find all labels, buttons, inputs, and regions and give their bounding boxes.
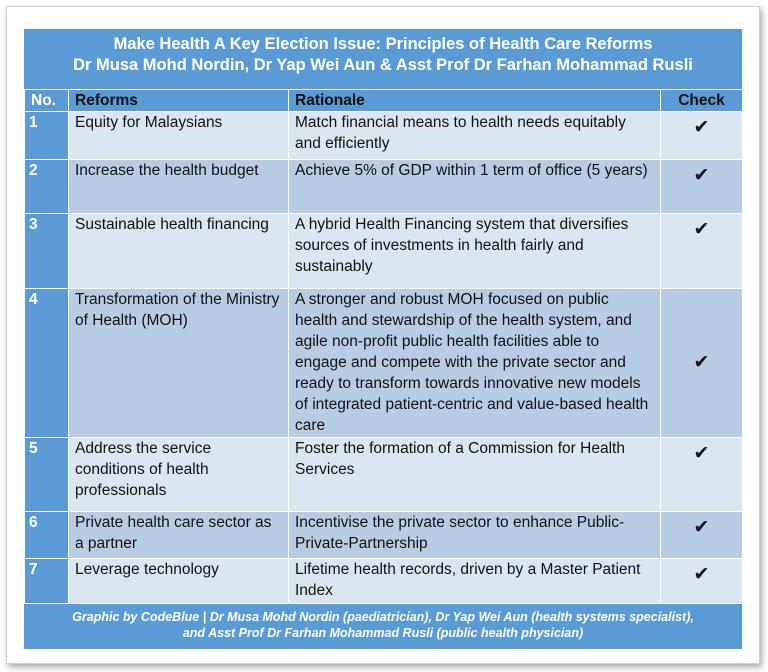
table-row xyxy=(25,289,743,438)
row-number: 2 xyxy=(25,160,69,214)
checkmark-icon: ✔ xyxy=(661,559,743,604)
header-check: Check xyxy=(661,90,743,112)
rationale-cell: A stronger and robust MOH focused on public health and stewardship of the health system, and agile non-profit public health facilities able to engage and compete with the private sector and ready to transform towards innovative new models of integrated patient-centric and value-based health care xyxy=(289,289,661,438)
reform-cell: Transformation of the Ministry of Health (MOH) xyxy=(69,289,289,438)
rationale-cell: Match financial means to health needs equitably and efficiently xyxy=(289,112,661,160)
footer-line-2: and Asst Prof Dr Farhan Mohammad Rusli (public health physician) xyxy=(182,626,584,640)
reform-cell: Sustainable health financing xyxy=(69,214,289,289)
table-header-row xyxy=(25,90,743,112)
checkmark-icon: ✔ xyxy=(661,112,743,160)
table-row xyxy=(25,112,743,160)
footer-line-1: Graphic by CodeBlue | Dr Musa Mohd Nordin (paediatrician), Dr Yap Wei Aun (health systems specialist), xyxy=(72,610,694,624)
row-number: 5 xyxy=(25,438,69,512)
rationale-cell: Foster the formation of a Commission for Health Services xyxy=(289,438,661,512)
checkmark-icon: ✔ xyxy=(661,438,743,512)
checkmark-icon: ✔ xyxy=(661,214,743,289)
title-line-2: Dr Musa Mohd Nordin, Dr Yap Wei Aun & Asst Prof Dr Farhan Mohammad Rusli xyxy=(73,56,693,74)
rationale-cell: Lifetime health records, driven by a Master Patient Index xyxy=(289,559,661,604)
table-row xyxy=(25,512,743,559)
table-row xyxy=(25,160,743,214)
table-row xyxy=(25,559,743,604)
rationale-cell: A hybrid Health Financing system that diversifies sources of investments in health fairly and sustainably xyxy=(289,214,661,289)
infographic-card xyxy=(6,6,760,664)
row-number: 7 xyxy=(25,559,69,604)
row-number: 6 xyxy=(25,512,69,559)
header-no: No. xyxy=(25,90,69,112)
infographic-panel xyxy=(24,29,742,649)
footer-credits xyxy=(24,601,742,649)
reform-cell: Increase the health budget xyxy=(69,160,289,214)
reforms-table xyxy=(24,89,743,604)
rationale-cell: Incentivise the private sector to enhance Public-Private-Partnership xyxy=(289,512,661,559)
row-number: 3 xyxy=(25,214,69,289)
table-row xyxy=(25,438,743,512)
infographic-title xyxy=(24,29,742,87)
header-reforms: Reforms xyxy=(69,90,289,112)
checkmark-icon: ✔ xyxy=(661,512,743,559)
row-number: 1 xyxy=(25,112,69,160)
title-line-1: Make Health A Key Election Issue: Principles of Health Care Reforms xyxy=(113,35,653,53)
row-number: 4 xyxy=(25,289,69,438)
reform-cell: Equity for Malaysians xyxy=(69,112,289,160)
checkmark-icon: ✔ xyxy=(661,289,743,438)
checkmark-icon: ✔ xyxy=(661,160,743,214)
reform-cell: Private health care sector as a partner xyxy=(69,512,289,559)
header-rationale: Rationale xyxy=(289,90,661,112)
reform-cell: Leverage technology xyxy=(69,559,289,604)
table-row xyxy=(25,214,743,289)
rationale-cell: Achieve 5% of GDP within 1 term of office (5 years) xyxy=(289,160,661,214)
reform-cell: Address the service conditions of health professionals xyxy=(69,438,289,512)
